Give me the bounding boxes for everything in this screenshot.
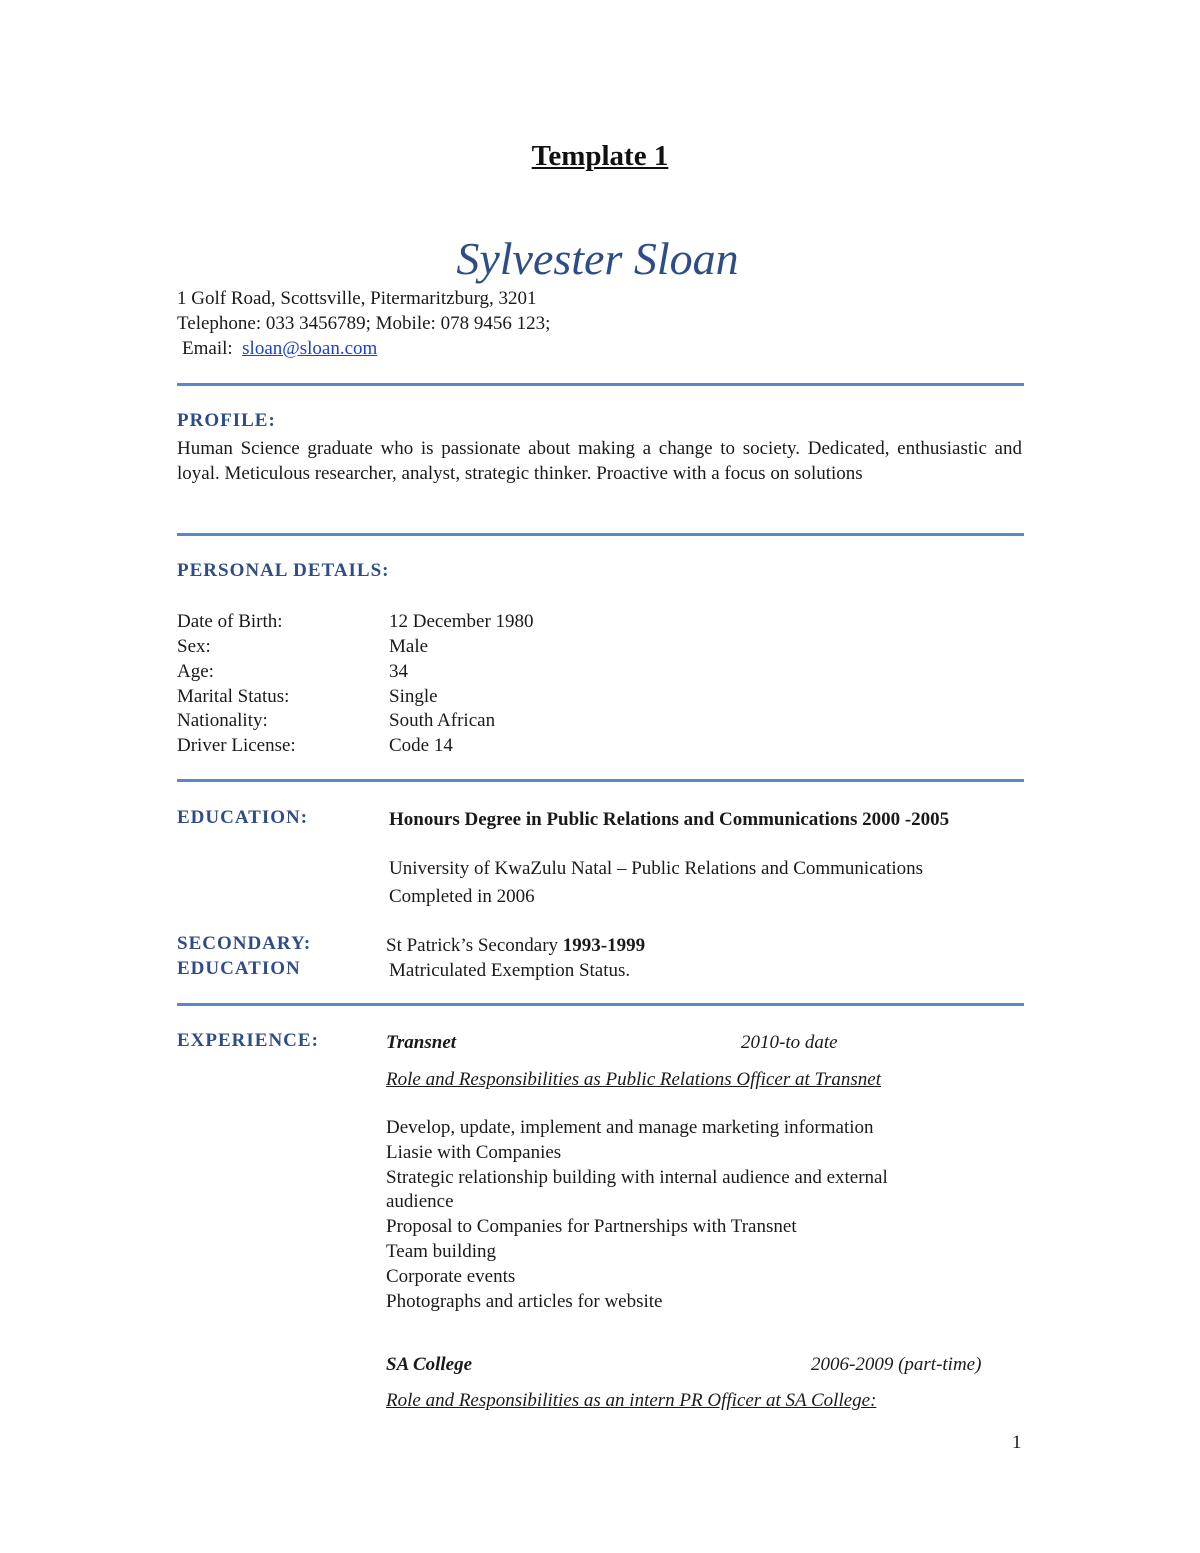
list-item: Corporate events <box>386 1265 516 1287</box>
job-role: Role and Responsibilities as an intern PR Officer at SA College: <box>386 1390 877 1411</box>
driver-license-value: Code 14 <box>389 735 453 756</box>
section-divider <box>177 779 1024 782</box>
age-value: 34 <box>389 661 408 682</box>
age-label: Age: <box>177 661 214 682</box>
email-label: Email: <box>182 338 233 359</box>
list-item: audience <box>386 1191 454 1213</box>
job-duties-list <box>386 1116 986 1314</box>
list-item: Strategic relationship building with internal audience and external <box>386 1166 888 1188</box>
section-divider <box>177 1003 1024 1006</box>
sex-value: Male <box>389 636 429 657</box>
list-item: Develop, update, implement and manage marketing information <box>386 1117 874 1138</box>
university-line: University of KwaZulu Natal – Public Relations and Communications <box>389 858 924 879</box>
nationality-label: Nationality: <box>177 710 268 731</box>
secondary-result: Matriculated Exemption Status. <box>389 960 631 981</box>
personal-details-heading: PERSONAL DETAILS: <box>177 560 390 581</box>
list-item: Photographs and articles for website <box>386 1290 663 1312</box>
job-company: Transnet <box>386 1032 457 1053</box>
job-period: 2006-2009 (part-time) <box>811 1354 982 1375</box>
secondary-heading: SECONDARY: <box>177 933 312 954</box>
secondary-heading-2: EDUCATION <box>177 958 301 979</box>
list-item: Proposal to Companies for Partnerships with Transnet <box>386 1216 797 1238</box>
list-item: Team building <box>386 1240 497 1262</box>
phone-line: Telephone: 033 3456789; Mobile: 078 9456 123; <box>177 313 551 334</box>
address-line: 1 Golf Road, Scottsville, Pitermaritzburg, 3201 <box>177 288 537 309</box>
sex-label: Sex: <box>177 636 211 657</box>
dob-label: Date of Birth: <box>177 611 283 632</box>
job-company: SA College <box>386 1354 473 1375</box>
completed-line: Completed in 2006 <box>389 886 535 907</box>
document-title: Template 1 <box>531 140 669 172</box>
section-divider <box>177 533 1024 536</box>
list-item: Liasie with Companies <box>386 1141 562 1163</box>
page-number: 1 <box>1012 1432 1022 1453</box>
job-period: 2010-to date <box>741 1032 838 1053</box>
degree-title: Honours Degree in Public Relations and Communications 2000 -2005 <box>389 809 950 830</box>
education-heading: EDUCATION: <box>177 807 309 828</box>
secondary-school: St Patrick’s Secondary <box>386 935 559 956</box>
email-line <box>182 336 377 361</box>
profile-text: Human Science graduate who is passionate about making a change to society. Dedicated, enthusiastic and loyal. Meticulous researcher, analyst, strategic thinker. Proactive with a focus on solutions <box>177 438 1022 484</box>
profile-heading: PROFILE: <box>177 410 276 431</box>
email-link[interactable]: sloan@sloan.com <box>242 338 378 359</box>
driver-license-label: Driver License: <box>177 735 296 756</box>
candidate-name: Sylvester Sloan <box>456 233 739 284</box>
dob-value: 12 December 1980 <box>389 611 534 632</box>
marital-status-label: Marital Status: <box>177 686 290 707</box>
secondary-school-line <box>386 933 645 958</box>
experience-heading: EXPERIENCE: <box>177 1030 319 1051</box>
job-role: Role and Responsibilities as Public Relations Officer at Transnet <box>386 1069 882 1090</box>
section-divider <box>177 383 1024 386</box>
secondary-years: 1993-1999 <box>562 935 646 956</box>
marital-status-value: Single <box>389 686 438 707</box>
nationality-value: South African <box>389 710 496 731</box>
